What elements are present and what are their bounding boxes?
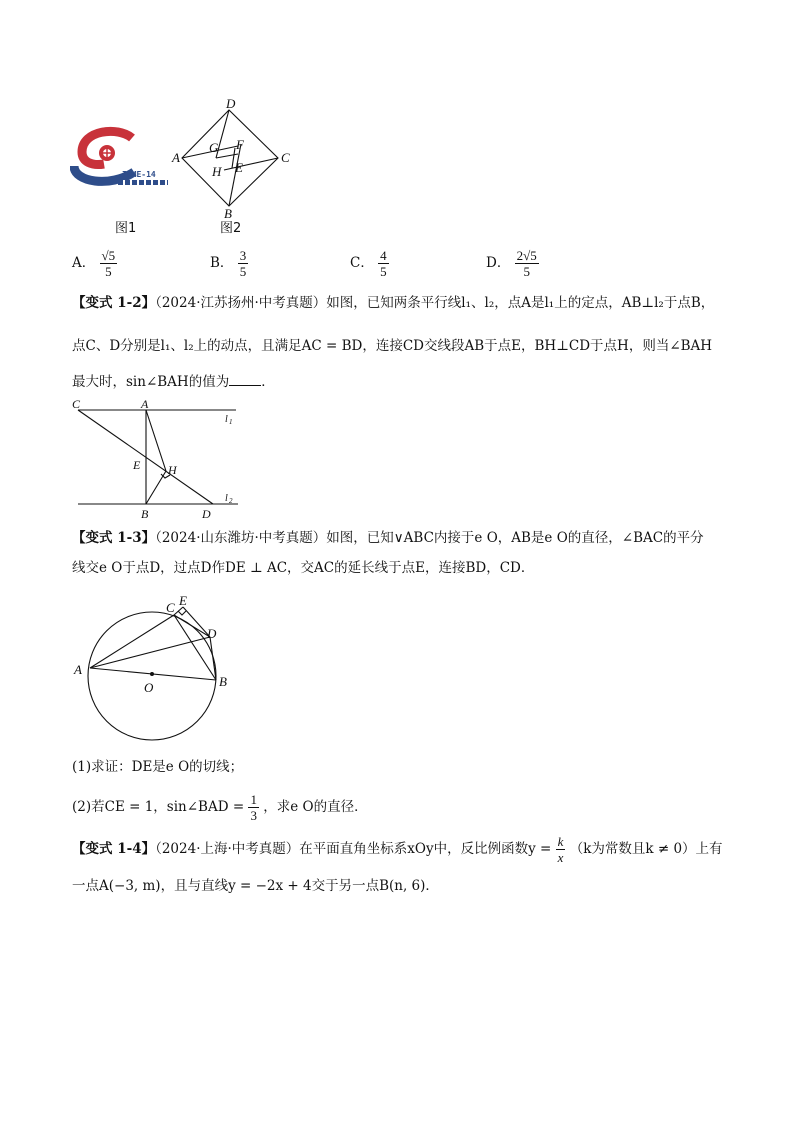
figure1-caption: 图1	[115, 221, 137, 236]
option-a: A． $\frac{√5}{5}$	[72, 248, 116, 279]
figure-circle	[70, 590, 240, 742]
label-A: A	[141, 397, 149, 411]
label-E: E	[179, 593, 187, 608]
q12-line2: 点C、D分别是l₁、l₂上的动点，且满足AC = BD，连接CD交线段AB于点E，BH⊥CD于点H，则当∠BAH	[72, 338, 713, 354]
label-C: C	[281, 150, 290, 165]
logo-text: ICME-14	[122, 170, 156, 179]
label-l2: l	[225, 493, 228, 504]
label-A: A	[172, 150, 180, 165]
label-C: C	[72, 397, 81, 411]
label-l2-sub: 2	[229, 497, 233, 505]
label-C: C	[166, 600, 175, 615]
figure2-caption: 图2	[220, 221, 242, 236]
label-D: D	[207, 626, 217, 641]
label-H: H	[212, 164, 222, 179]
label-l1: l	[225, 414, 228, 425]
label-A: A	[74, 662, 82, 677]
label-B: B	[219, 674, 227, 689]
q13-line2: 线交e O于点D，过点D作DE ⊥ AC，交AC的延长线于点E，连接BD，CD．	[72, 560, 535, 576]
q12-line3: 最大时，sin∠BAH的值为 ．	[72, 371, 275, 392]
label-G: G	[209, 140, 219, 155]
q12-line1: 【变式 1-2】（2024·江苏扬州·中考真题）如图，已知两条平行线l₁、l₂，点A是l₁上的定点，AB⊥l₂于点B，	[72, 295, 715, 311]
label-F: F	[236, 137, 244, 152]
q13-part2: (2)若CE = 1，sin∠BAD = $\frac{1}{3}$ ，求e O的直径．	[72, 792, 368, 823]
option-c: C． $\frac{4}{5}$	[350, 248, 387, 279]
option-b: B． $\frac{3}{5}$	[210, 248, 247, 279]
label-H: H	[168, 463, 177, 477]
label-l1-sub: 1	[229, 418, 233, 426]
label-B: B	[224, 206, 232, 221]
q14-line1: 【变式 1-4】（2024·上海·中考真题）在平面直角坐标系xOy中，反比例函数y = $\frac{k}{x}$ （k为常数且k ≠ 0）上有	[72, 834, 723, 865]
q13-part1: (1)求证：DE是e O的切线；	[72, 759, 244, 775]
answer-blank	[229, 371, 261, 386]
label-E: E	[133, 458, 141, 472]
figure-parallel-lines	[68, 396, 248, 521]
label-E: E	[235, 160, 243, 175]
option-d: D． $\frac{2√5}{5}$	[486, 248, 537, 279]
label-D: D	[226, 96, 236, 111]
q13-line1: 【变式 1-3】（2024·山东潍坊·中考真题）如图，已知∨ABC内接于e O，AB是e O的直径，∠BAC的平分	[72, 530, 704, 546]
label-D: D	[202, 507, 211, 521]
logo-subtext	[118, 180, 168, 185]
q14-line2: 一点A(−3, m)，且与直线y = −2x + 4交于另一点B(n, 6)．	[72, 878, 439, 894]
label-B: B	[141, 507, 149, 521]
label-O: O	[144, 680, 154, 695]
figure2-diagram	[168, 96, 298, 221]
